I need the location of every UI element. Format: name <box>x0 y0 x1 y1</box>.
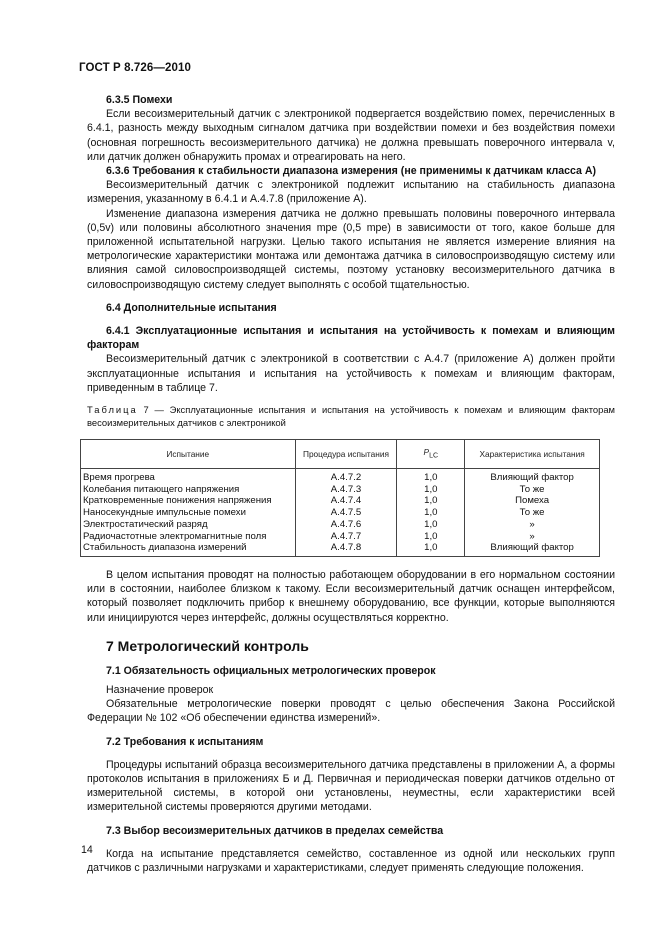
column-header-test: Испытание <box>81 440 296 469</box>
table-7-caption <box>87 404 615 429</box>
cell-characteristic: Влияющий фактор <box>465 542 600 556</box>
section-6-4-1-heading: 6.4.1 Эксплуатационные испытания и испытания на устойчивость к помехам и влияющим факторам <box>87 325 615 352</box>
cell-plc: 1,0 <box>397 495 465 507</box>
cell-plc: 1,0 <box>397 542 465 556</box>
cell-plc: 1,0 <box>397 484 465 496</box>
table-row <box>81 507 600 519</box>
section-6-4-1-paragraph: Весоизмерительный датчик с электроникой в соответствии с А.4.7 (приложение А) должен пройти эксплуатационные испытания и испытания на устойчивость к помехам и влияющим факторам, приведенным в таблице 7. <box>87 353 615 394</box>
cell-characteristic: То же <box>465 507 600 519</box>
table-caption-word: Таблица <box>87 404 138 416</box>
cell-procedure: А.4.7.4 <box>295 495 397 507</box>
cell-procedure: А.4.7.5 <box>295 507 397 519</box>
cell-characteristic: То же <box>465 484 600 496</box>
page-number: 14 <box>81 844 93 856</box>
table-row <box>81 484 600 496</box>
cell-test: Наносекундные импульсные помехи <box>81 507 296 519</box>
cell-test: Радиочастотные электромагнитные поля <box>81 531 296 543</box>
cell-test: Электростатический разряд <box>81 519 296 531</box>
cell-plc: 1,0 <box>397 507 465 519</box>
cell-procedure: А.4.7.6 <box>295 519 397 531</box>
cell-test: Время прогрева <box>81 469 296 484</box>
table-row <box>81 495 600 507</box>
cell-test: Стабильность диапазона измерений <box>81 542 296 556</box>
table-7-body <box>81 469 600 557</box>
cell-test: Колебания питающего напряжения <box>81 484 296 496</box>
after-table-paragraph: В целом испытания проводят на полностью работающем оборудовании в его нормальном состоянии или в состоянии, наиболее близком к такому. Если весоизмерительный датчик оснащен интерфейсом, который позволяет подключить прибор к внешнему оборудованию, все функции, которые выполняются или инициируются через интерфейс, должны осуществляться корректно. <box>87 568 615 624</box>
table-caption-text: 7 — Эксплуатационные испытания и испытания на устойчивость к помехам и влияющим факторам весоизмерительных датчиков с электроникой <box>87 404 615 428</box>
section-7-heading: 7 Метрологический контроль <box>106 637 309 654</box>
table-row <box>81 542 600 556</box>
cell-characteristic: Влияющий фактор <box>465 469 600 484</box>
section-6-3-5-paragraph: Если весоизмерительный датчик с электроникой подвергается воздействию помех, перечисленных в 6.4.1, разность между выходным сигналом датчика при воздействии помехи и без воздействия помехи (основная погрешность весоизмерительного датчика) не должна превышать поверочного интервала v, или датчик должен обнаружить промах и отреагировать на него. <box>87 108 615 163</box>
section-7-1-paragraph-1: Назначение проверок <box>106 684 214 696</box>
cell-procedure: А.4.7.8 <box>295 542 397 556</box>
table-row <box>81 469 600 484</box>
section-6-3-6-paragraph-2: Изменение диапазона измерения датчика не должно превышать половины поверочного интервала (0,5v) или половины абсолютного значения mpe (0,5 mpe) в зависимости от того, какое больше для приложенной испытательной нагрузки. Целью такого испытания не является измерение влияния на метрологические характеристики монтажа или демонтажа датчика в силовоспроизводящую систему или влияния самой силовоспроизводящей системы, поэтому установку весоизмерительного датчика в силовоспроизводящую систему следует выполнять с особой тщательностью. <box>87 207 615 291</box>
cell-test: Кратковременные понижения напряжения <box>81 495 296 507</box>
section-6-3-6-paragraph-1: Весоизмерительный датчик с электроникой подлежит испытанию на стабильность диапазона измерения, указанному в 6.4.1 и А.4.7.8 (приложение А). <box>87 179 615 206</box>
cell-procedure: А.4.7.7 <box>295 531 397 543</box>
column-header-plc: $P_{LC}$ <box>397 440 465 469</box>
document-header: ГОСТ Р 8.726—2010 <box>79 62 191 74</box>
section-7-3-heading: 7.3 Выбор весоизмерительных датчиков в пределах семейства <box>106 824 444 837</box>
column-header-procedure: Процедура испытания <box>295 440 397 469</box>
section-6-3-5-heading: 6.3.5 Помехи <box>106 94 173 106</box>
table-row <box>81 531 600 543</box>
section-7-1-heading: 7.1 Обязательность официальных метрологических проверок <box>106 664 436 677</box>
cell-characteristic: Помеха <box>465 495 600 507</box>
cell-characteristic: » <box>465 531 600 543</box>
cell-plc: 1,0 <box>397 469 465 484</box>
section-7-2-paragraph: Процедуры испытаний образца весоизмерительного датчика представлены в приложении А, а формы протоколов испытания в приложениях Б и Д. Первичная и периодическая поверки датчиков отдельно от измерительной системы, в которой они установлены, неуместны, если характеристики всей измерительной системы проверяются другими методами. <box>87 758 615 814</box>
section-6-4-heading: 6.4 Дополнительные испытания <box>106 301 277 314</box>
table-7 <box>80 439 600 557</box>
cell-procedure: А.4.7.3 <box>295 484 397 496</box>
column-header-characteristic: Характеристика испытания <box>465 440 600 469</box>
page-content <box>83 93 615 875</box>
cell-plc: 1,0 <box>397 531 465 543</box>
cell-characteristic: » <box>465 519 600 531</box>
section-6-3-6-heading: 6.3.6 Требования к стабильности диапазона измерения (не применимы к датчикам класса А) <box>106 165 597 178</box>
cell-procedure: А.4.7.2 <box>295 469 397 484</box>
section-7-3-paragraph: Когда на испытание представляется семейство, составленное из одной или нескольких групп датчиков с различными нагрузками и характеристиками, следует применять следующие положения. <box>87 847 615 875</box>
table-row <box>81 519 600 531</box>
section-7-2-heading: 7.2 Требования к испытаниям <box>106 735 264 748</box>
cell-plc: 1,0 <box>397 519 465 531</box>
section-7-1-paragraph-2: Обязательные метрологические поверки проводят с целью обеспечения Закона Российской Федерации № 102 «Об обеспечении единства измерений». <box>87 698 615 725</box>
